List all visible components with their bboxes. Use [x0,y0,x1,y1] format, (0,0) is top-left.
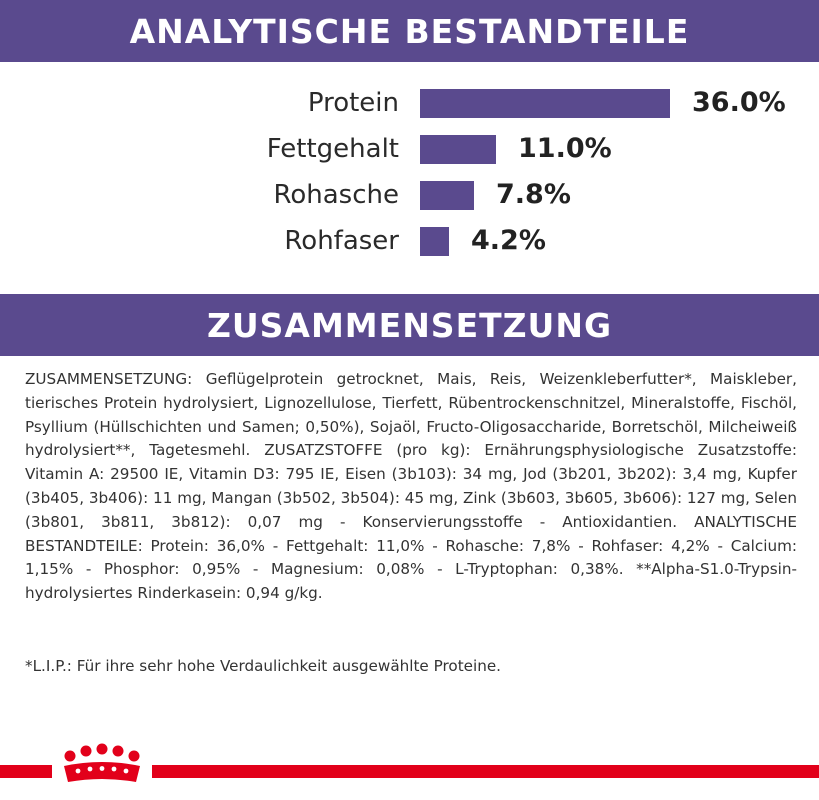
bar-row [0,178,819,212]
bar-row [0,224,819,258]
composition-header [0,294,819,356]
composition-text: ZUSAMMENSETZUNG: Geflügelprotein getrocknet, Mais, Reis, Weizenkleberfutter*, Maiskleber, tierisches Protein hydrolysiert, Lignozellulose, Tierfett, Rübentrockenschnitzel, Mineralstoffe, Fischöl, Psyllium (Hüllschichten und Samen; 0,50%), Sojaöl, Fructo-Oligosaccharide, Borretschöl, Milcheiweiß hydrolysiert**, Tagetesmehl. ZUSATZSTOFFE (pro kg): Ernährungsphysiologische Zusatzstoffe: Vitamin A: 29500 IE, Vitamin D3: 795 IE, Eisen (3b103): 34 mg, Jod (3b201, 3b202): 3,4 mg, Kupfer (3b405, 3b406): 11 mg, Mangan (3b502, 3b504): 45 mg, Zink (3b603, 3b605, 3b606): 127 mg, Selen (3b801, 3b811, 3b812): 0,07 mg - Konservierungsstoffe - Antioxidantien. ANALYTISCHE BESTANDTEILE: Protein: 36,0% - Fettgehalt: 11,0% - Rohasche: 7,8% - Rohfaser: 4,2% - Calcium: 1,15% - Phosphor: 0,95% - Magnesium: 0,08% - L-Tryptophan: 0,38%. **Alpha-S1.0-Trypsin-hydrolysiertes Rinderkasein: 0,94 g/kg. [25,370,797,603]
bar-label: Fettgehalt [266,134,399,164]
bar-label: Rohasche [273,180,399,210]
bar [420,227,449,256]
brand-line-left [0,765,52,778]
bar-label: Rohfaser [284,226,399,256]
bar [420,181,474,210]
footnote: *L.I.P.: Für ihre sehr hohe Verdaulichkeit ausgewählte Proteine. [25,657,502,675]
brand-line-right [152,765,819,778]
analysis-header [0,0,819,62]
composition-title: ZUSAMMENSETZUNG [206,305,613,345]
bar-value-label: 7.8% [496,179,571,210]
bar-value-label: 4.2% [471,225,546,256]
bar-value-label: 36.0% [692,87,786,118]
bar [420,135,496,164]
bar [420,89,670,118]
royal-canin-crown-icon [56,742,148,790]
bar-value-label: 11.0% [518,133,612,164]
bar-row [0,132,819,166]
bar-label: Protein [307,88,399,118]
bar-row [0,86,819,120]
analysis-title: ANALYTISCHE BESTANDTEILE [129,11,690,51]
